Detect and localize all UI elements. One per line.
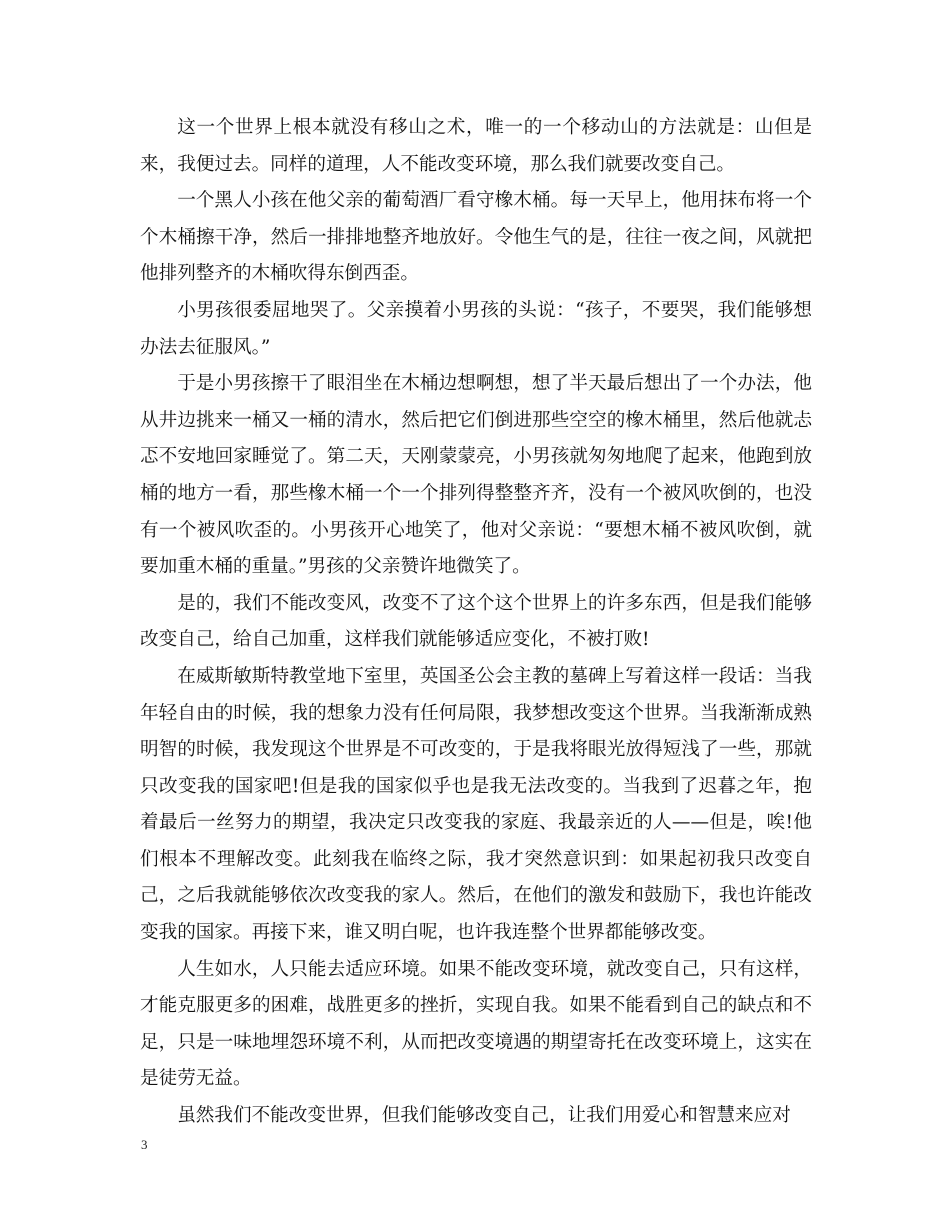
paragraph-1: 这一个世界上根本就没有移山之术，唯一的一个移动山的方法就是：山但是来，我便过去。同样的道理，人不能改变环境，那么我们就要改变自己。 [140,117,812,175]
paragraph-2: 一个黑人小孩在他父亲的葡萄酒厂看守橡木桶。每一天早上，他用抹布将一个个木桶擦干净，然后一排排地整齐地放好。令他生气的是，往往一夜之间，风就把他排列整齐的木桶吹得东倒西歪。 [140,190,812,285]
document-body [140,110,812,1135]
paragraph-3: 小男孩很委屈地哭了。父亲摸着小男孩的头说：“孩子，不要哭，我们能够想办法去征服风。” [140,299,812,358]
paragraph-4: 于是小男孩擦干了眼泪坐在木桶边想啊想，想了半天最后想出了一个办法，他从井边挑来一桶又一桶的清水，然后把它们倒进那些空空的橡木桶里，然后他就忐忑不安地回家睡觉了。第二天，天刚蒙蒙亮，小男孩就匆匆地爬了起来，他跑到放桶的地方一看，那些橡木桶一个一个排列得整整齐齐，没有一个被风吹倒的，也没有一个被风吹歪的。小男孩开心地笑了，他对父亲说：“要想木桶不被风吹倒，就要加重木桶的重量。”男孩的父亲赞许地微笑了。 [140,373,812,578]
paragraph-6: 在威斯敏斯特教堂地下室里，英国圣公会主教的墓碑上写着这样一段话：当我年轻自由的时候，我的想象力没有任何局限，我梦想改变这个世界。当我渐渐成熟明智的时候，我发现这个世界是不可改变的，于是我将眼光放得短浅了一些，那就只改变我的国家吧!但是我的国家似乎也是我无法改变的。当我到了迟暮之年，抱着最后一丝努力的期望，我决定只改变我的家庭、我最亲近的人——但是，唉!他们根本不理解改变。此刻我在临终之际，我才突然意识到：如果起初我只改变自己，之后我就能够依次改变我的家人。然后，在他们的激发和鼓励下，我也许能改变我的国家。再接下来，谁又明白呢，也许我连整个世界都能够改变。 [140,665,812,944]
paragraph-5: 是的，我们不能改变风，改变不了这个这个世界上的许多东西，但是我们能够改变自己，给自己加重，这样我们就能够适应变化，不被打败! [140,592,812,651]
page-number: 3 [141,1137,148,1152]
paragraph-7: 人生如水，人只能去适应环境。如果不能改变环境，就改变自己，只有这样，才能克服更多的困难，战胜更多的挫折，实现自我。如果不能看到自己的缺点和不足，只是一味地埋怨环境不利，从而把改变境遇的期望寄托在改变环境上，这实在是徒劳无益。 [140,958,812,1090]
paragraph-8: 虽然我们不能改变世界，但我们能够改变自己，让我们用爱心和智慧来应对 [177,1105,791,1127]
